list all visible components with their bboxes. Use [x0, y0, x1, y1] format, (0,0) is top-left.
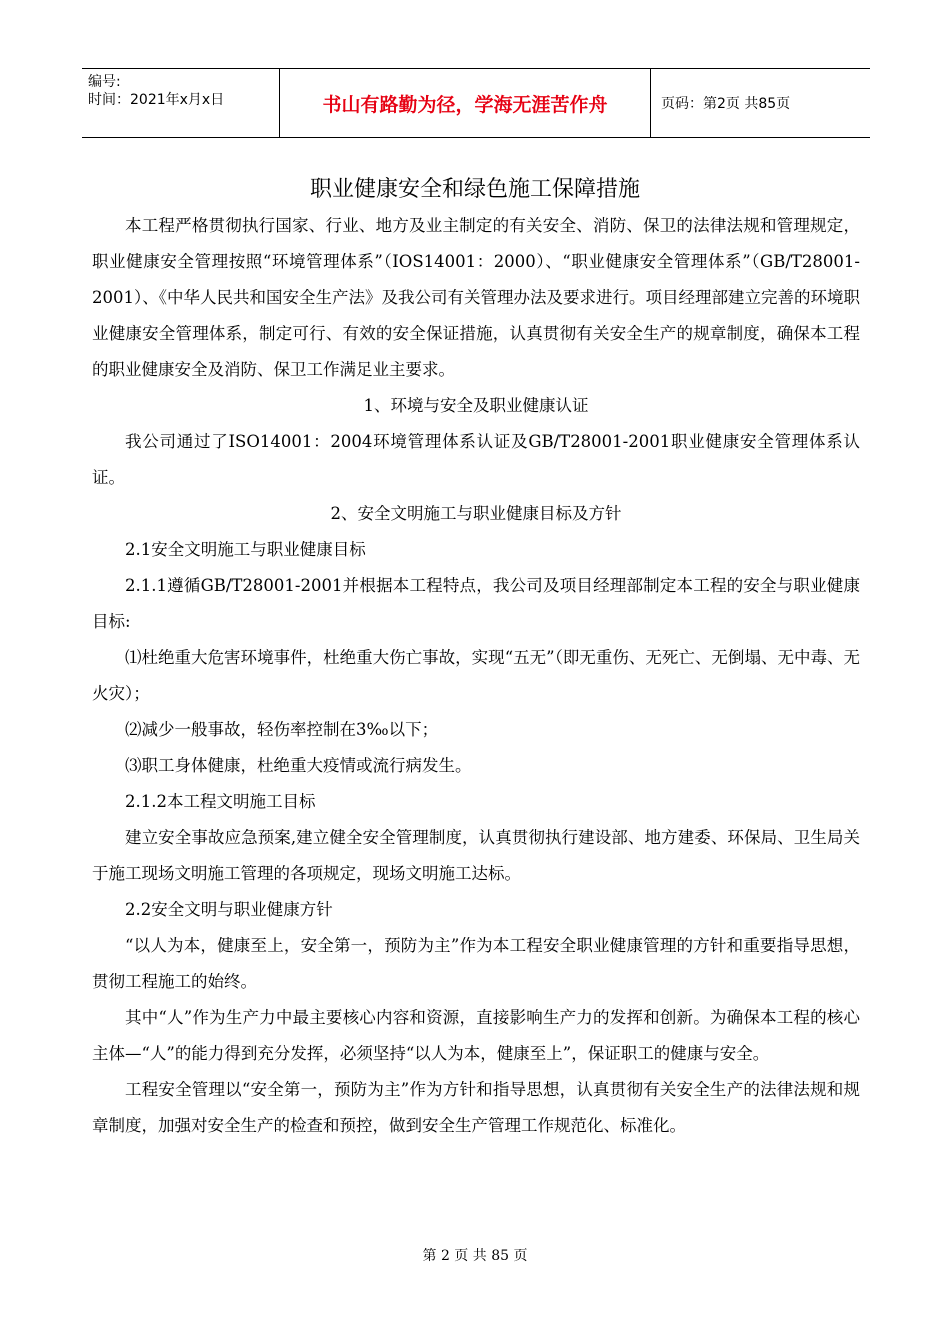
- paragraph: 本工程严格贯彻执行国家、行业、地方及业主制定的有关安全、消防、保卫的法律法规和管理规定，职业健康安全管理按照“环境管理体系”（IOS14001：2000）、“职业健康安全管理体系”（GB/T28001-2001）、《中华人民共和国安全生产法》及我公司有关管理办法及要求进行。项目经理部建立完善的环境职业健康安全管理体系，制定可行、有效的安全保证措施，认真贯彻有关安全生产的规章制度，确保本工程的职业健康安全及消防、保卫工作满足业主要求。: [92, 216, 860, 379]
- paragraph: 2.1.1遵循GB/T28001-2001并根据本工程特点，我公司及项目经理部制定本工程的安全与职业健康目标:: [92, 576, 860, 631]
- document-time-label: 时间：2021年x月x日: [88, 92, 225, 108]
- list-item: ⑵减少一般事故，轻伤率控制在3‰以下；: [125, 720, 439, 739]
- subsection-heading: 2.1.2本工程文明施工目标: [125, 792, 316, 811]
- paragraph: 其中“人”作为生产力中最主要核心内容和资源，直接影响生产力的发挥和创新。为确保本工程的核心主体—“人”的能力得到充分发挥，必须坚持“以人为本，健康至上”，保证职工的健康与安全。: [92, 1008, 860, 1063]
- list-item: ⑶职工身体健康，杜绝重大疫情或流行病发生。: [125, 756, 472, 775]
- paragraph: “以人为本，健康至上，安全第一，预防为主”作为本工程安全职业健康管理的方针和重要指导思想，贯彻工程施工的始终。: [92, 936, 860, 991]
- subsection-heading: 2.1安全文明施工与职业健康目标: [125, 540, 366, 559]
- header-meta: [82, 69, 280, 137]
- subsection-heading: 2.2安全文明与职业健康方针: [125, 900, 333, 919]
- paragraph: 建立安全事故应急预案,建立健全安全管理制度，认真贯彻执行建设部、地方建委、环保局、卫生局关于施工现场文明施工管理的各项规定，现场文明施工达标。: [92, 828, 860, 883]
- page-footer: 第 2 页 共 85 页: [422, 1248, 528, 1264]
- document-title: 职业健康安全和绿色施工保障措施: [309, 177, 640, 202]
- list-item: ⑴杜绝重大危害环境事件，杜绝重大伤亡事故，实现“五无”（即无重伤、无死亡、无倒塌、无中毒、无火灾）；: [92, 648, 860, 703]
- document-number-label: 编号:: [88, 74, 121, 90]
- document-body: [92, 208, 860, 1144]
- paragraph: 工程安全管理以“安全第一，预防为主”作为方针和指导思想，认真贯彻有关安全生产的法律法规和规章制度，加强对安全生产的检查和预控，做到安全生产管理工作规范化、标准化。: [92, 1080, 860, 1135]
- header-page-label: 页码：第2页 共85页: [661, 96, 791, 112]
- header-motto: 书山有路勤为径，学海无涯苦作舟: [280, 69, 651, 137]
- section-heading: 1、环境与安全及职业健康认证: [363, 396, 589, 415]
- page-header: [82, 68, 870, 138]
- paragraph: 我公司通过了ISO14001：2004环境管理体系认证及GB/T28001-2001职业健康安全管理体系认证。: [92, 432, 860, 487]
- section-heading: 2、安全文明施工与职业健康目标及方针: [330, 504, 622, 523]
